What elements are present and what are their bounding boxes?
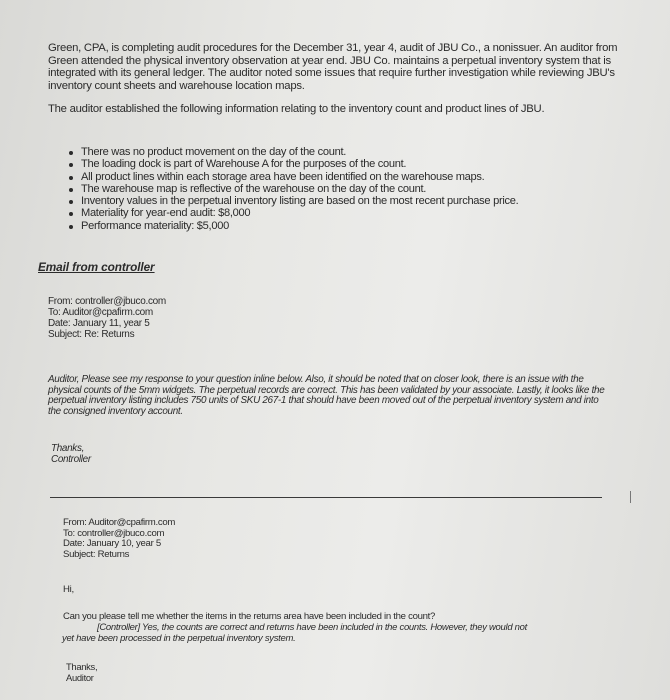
email2-subject: Subject: Returns bbox=[63, 548, 130, 560]
email1-subject: Subject: Re: Returns bbox=[48, 329, 135, 340]
text-cursor-mark bbox=[630, 491, 631, 503]
email-divider bbox=[50, 497, 602, 498]
email1-date: Date: January 11, year 5 bbox=[48, 318, 150, 329]
list-item: Inventory values in the perpetual inventory listing are based on the most recent purchase price. bbox=[81, 195, 519, 208]
email2-from: From: Auditor@cpafirm.com bbox=[63, 517, 176, 528]
email2-signoff bbox=[66, 662, 97, 683]
email2-date: Date: January 10, year 5 bbox=[63, 538, 161, 550]
controller-inline-reply: [Controller] Yes, the counts are correct and returns have been included in the counts. However, they would not bbox=[97, 622, 527, 633]
email1-closing: Thanks, bbox=[51, 443, 85, 454]
email1-header bbox=[48, 296, 166, 340]
email2-signature: Auditor bbox=[66, 671, 94, 683]
list-item: The warehouse map is reflective of the warehouse on the day of the count. bbox=[81, 183, 518, 195]
email1-signature: Controller bbox=[51, 454, 91, 465]
intro-paragraph: Green, CPA, is completing audit procedures for the December 31, year 4, audit of JBU Co., a nonissuer. An auditor from Green attended the physical inventory observation at year end. JBU Co. maintains a perpetual inventory system that is integrated with its general ledger. The auditor noted some issues that require further investigation while reviewing JBU's inventory count sheets and warehouse location maps. bbox=[48, 42, 618, 92]
facts-list bbox=[64, 146, 518, 232]
email2-to: To: controller@jbuco.com bbox=[63, 527, 165, 539]
intro-section bbox=[48, 42, 628, 116]
list-item: Performance materiality: $5,000 bbox=[81, 220, 518, 232]
list-item: The loading dock is part of Warehouse A for the purposes of the count. bbox=[81, 158, 518, 170]
email-section-heading: Email from controller bbox=[38, 260, 155, 274]
list-item: All product lines within each storage area have been identified on the warehouse maps. bbox=[81, 171, 518, 183]
email1-to: To: Auditor@cpafirm.com bbox=[48, 307, 153, 318]
email1-from: From: controller@jbuco.com bbox=[48, 296, 166, 307]
email1-body: Auditor, Please see my response to your question inline below. Also, it should be noted that on closer look, there is an issue with the physical counts of the 5mm widgets. The perpetual records are correct. This has been validated by your associate. Lastly, it looks like the perpetual inventory listing includes 750 units of SKU 267-1 that should have been moved out of the perpetual inventory system and into the consigned inventory account. bbox=[48, 374, 605, 418]
email2-header bbox=[63, 518, 175, 560]
email2-question: Can you please tell me whether the items in the returns area have been included in the count? bbox=[63, 611, 436, 622]
controller-inline-reply-continued: yet have been processed in the perpetual inventory system. bbox=[62, 633, 296, 644]
list-item: Materiality for year-end audit: $8,000 bbox=[81, 207, 518, 219]
info-lead-paragraph: The auditor established the following information relating to the inventory count and product lines of JBU. bbox=[48, 103, 545, 116]
list-item: There was no product movement on the day of the count. bbox=[81, 146, 518, 158]
email2-closing: Thanks, bbox=[66, 661, 98, 672]
email2-greeting: Hi, bbox=[63, 584, 74, 595]
email1-signoff bbox=[51, 443, 91, 465]
